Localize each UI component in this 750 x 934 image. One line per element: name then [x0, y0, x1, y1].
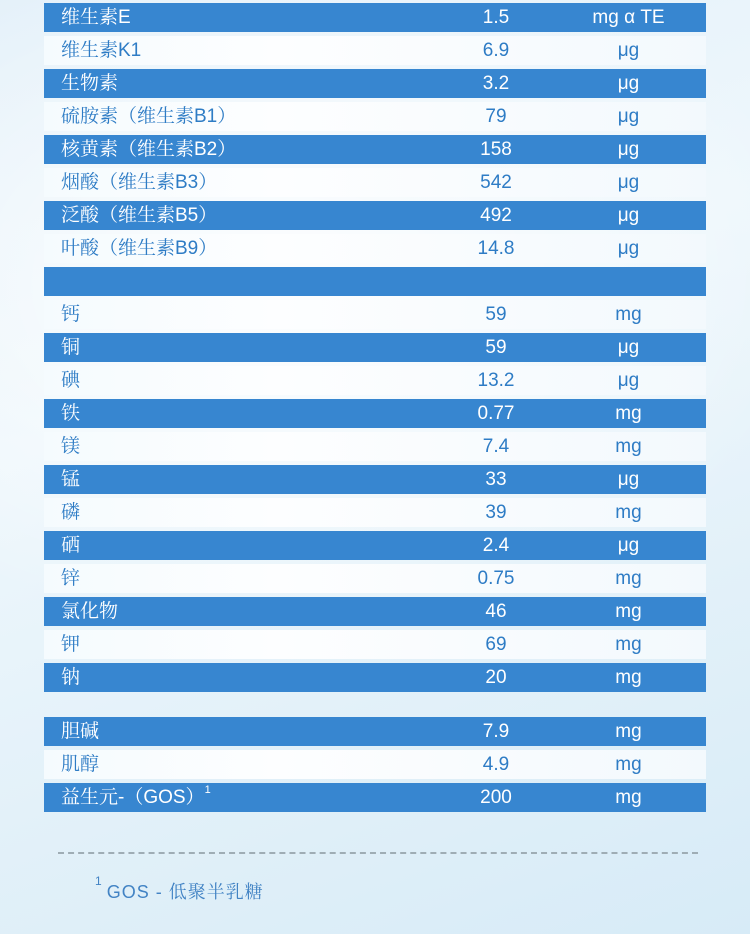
- nutrient-unit: mg α TE: [592, 7, 665, 28]
- nutrient-value: 2.4: [482, 535, 510, 556]
- nutrient-name: 磷: [61, 502, 81, 523]
- nutrient-unit: mg: [615, 787, 642, 808]
- nutrient-name: 钾: [61, 634, 81, 655]
- nutrient-unit: mg: [615, 403, 642, 424]
- nutrient-value: 542: [480, 172, 512, 193]
- nutrient-name: 钙: [61, 304, 81, 325]
- nutrient-name: 胆碱: [61, 721, 100, 742]
- nutrient-value: 33: [485, 469, 507, 490]
- nutrient-name: 肌醇: [61, 754, 100, 775]
- nutrient-value: 6.9: [482, 40, 510, 61]
- nutrient-unit: μg: [617, 40, 640, 61]
- table-row: [44, 717, 706, 746]
- nutrient-unit: μg: [617, 139, 640, 160]
- nutrient-name: 碘: [61, 370, 81, 391]
- table-row: [44, 432, 706, 461]
- nutrient-name: 益生元-（GOS）$^1$: [61, 784, 211, 808]
- table-row: [44, 102, 706, 131]
- nutrient-name: 维生素K1: [61, 40, 142, 61]
- nutrient-unit: mg: [615, 721, 642, 742]
- nutrient-value: 0.77: [477, 403, 515, 424]
- nutrient-unit: mg: [615, 601, 642, 622]
- nutrient-value: 59: [485, 304, 507, 325]
- table-row: [44, 663, 706, 692]
- nutrient-value: 69: [485, 634, 507, 655]
- table-row: [44, 465, 706, 494]
- nutrient-name: 维生素E: [61, 7, 131, 28]
- nutrient-unit: μg: [617, 106, 640, 127]
- nutrient-name: 锰: [61, 469, 81, 490]
- nutrient-name: 镁: [61, 436, 81, 457]
- nutrient-value: 0.75: [477, 568, 515, 589]
- table-row: [44, 3, 706, 32]
- table-row: [44, 399, 706, 428]
- nutrient-unit: mg: [615, 634, 642, 655]
- table-row: [44, 564, 706, 593]
- nutrient-value: 79: [485, 106, 507, 127]
- nutrient-value: 1.5: [482, 7, 510, 28]
- table-row: [44, 783, 706, 812]
- nutrient-value: 158: [480, 139, 512, 160]
- nutrient-name: 钠: [61, 667, 81, 688]
- nutrient-value: 492: [480, 205, 512, 226]
- nutrient-name: 烟酸（维生素B3）: [61, 172, 218, 193]
- dashed-divider: [58, 852, 698, 854]
- table-row: [44, 333, 706, 362]
- nutrient-unit: μg: [617, 205, 640, 226]
- nutrient-unit: μg: [617, 172, 640, 193]
- nutrient-unit: mg: [615, 502, 642, 523]
- nutrient-unit: mg: [615, 754, 642, 775]
- nutrient-name: 氯化物: [61, 601, 119, 622]
- table-row: [44, 234, 706, 263]
- nutrient-unit: mg: [615, 436, 642, 457]
- nutrient-value: 39: [485, 502, 507, 523]
- nutrient-name: 叶酸（维生素B9）: [61, 238, 218, 259]
- nutrient-value: 200: [480, 787, 512, 808]
- nutrition-table: [44, 3, 706, 816]
- nutrient-unit: μg: [617, 370, 640, 391]
- table-row: [44, 531, 706, 560]
- nutrient-value: 13.2: [477, 370, 515, 391]
- nutrient-value: 3.2: [482, 73, 510, 94]
- nutrient-name: 铁: [61, 403, 81, 424]
- nutrient-value: 59: [485, 337, 507, 358]
- table-row: [44, 630, 706, 659]
- table-row: [44, 300, 706, 329]
- nutrient-unit: mg: [615, 568, 642, 589]
- table-row: [44, 168, 706, 197]
- nutrient-unit: mg: [615, 304, 642, 325]
- footnote-text: GOS - 低聚半乳糖: [106, 882, 264, 902]
- nutrient-unit: μg: [617, 535, 640, 556]
- table-row: [44, 201, 706, 230]
- table-row: [44, 498, 706, 527]
- nutrient-value: 7.9: [482, 721, 510, 742]
- table-row: [44, 597, 706, 626]
- table-row: [44, 267, 706, 296]
- nutrient-name: 硫胺素（维生素B1）: [61, 106, 237, 127]
- nutrient-name: 锌: [61, 568, 81, 589]
- footnote-marker: 1: [95, 874, 103, 888]
- table-row: [44, 366, 706, 395]
- nutrient-name: 硒: [61, 535, 81, 556]
- nutrient-name: 泛酸（维生素B5）: [61, 205, 218, 226]
- nutrient-value: 46: [485, 601, 507, 622]
- nutrient-unit: mg: [615, 667, 642, 688]
- nutrient-name: 核黄素（维生素B2）: [61, 139, 237, 160]
- nutrient-unit: μg: [617, 337, 640, 358]
- table-row: [44, 69, 706, 98]
- nutrient-name: 生物素: [61, 73, 119, 94]
- table-row: [44, 36, 706, 65]
- nutrient-unit: μg: [617, 73, 640, 94]
- nutrient-value: 7.4: [482, 436, 510, 457]
- footnote: [95, 874, 264, 904]
- nutrient-unit: μg: [617, 238, 640, 259]
- table-row: [44, 750, 706, 779]
- nutrient-value: 14.8: [477, 238, 515, 259]
- footnote-marker: 1: [204, 784, 211, 796]
- nutrient-unit: μg: [617, 469, 640, 490]
- nutrient-value: 4.9: [482, 754, 510, 775]
- table-row: [44, 135, 706, 164]
- nutrient-value: 20: [485, 667, 507, 688]
- nutrient-name: 铜: [61, 337, 81, 358]
